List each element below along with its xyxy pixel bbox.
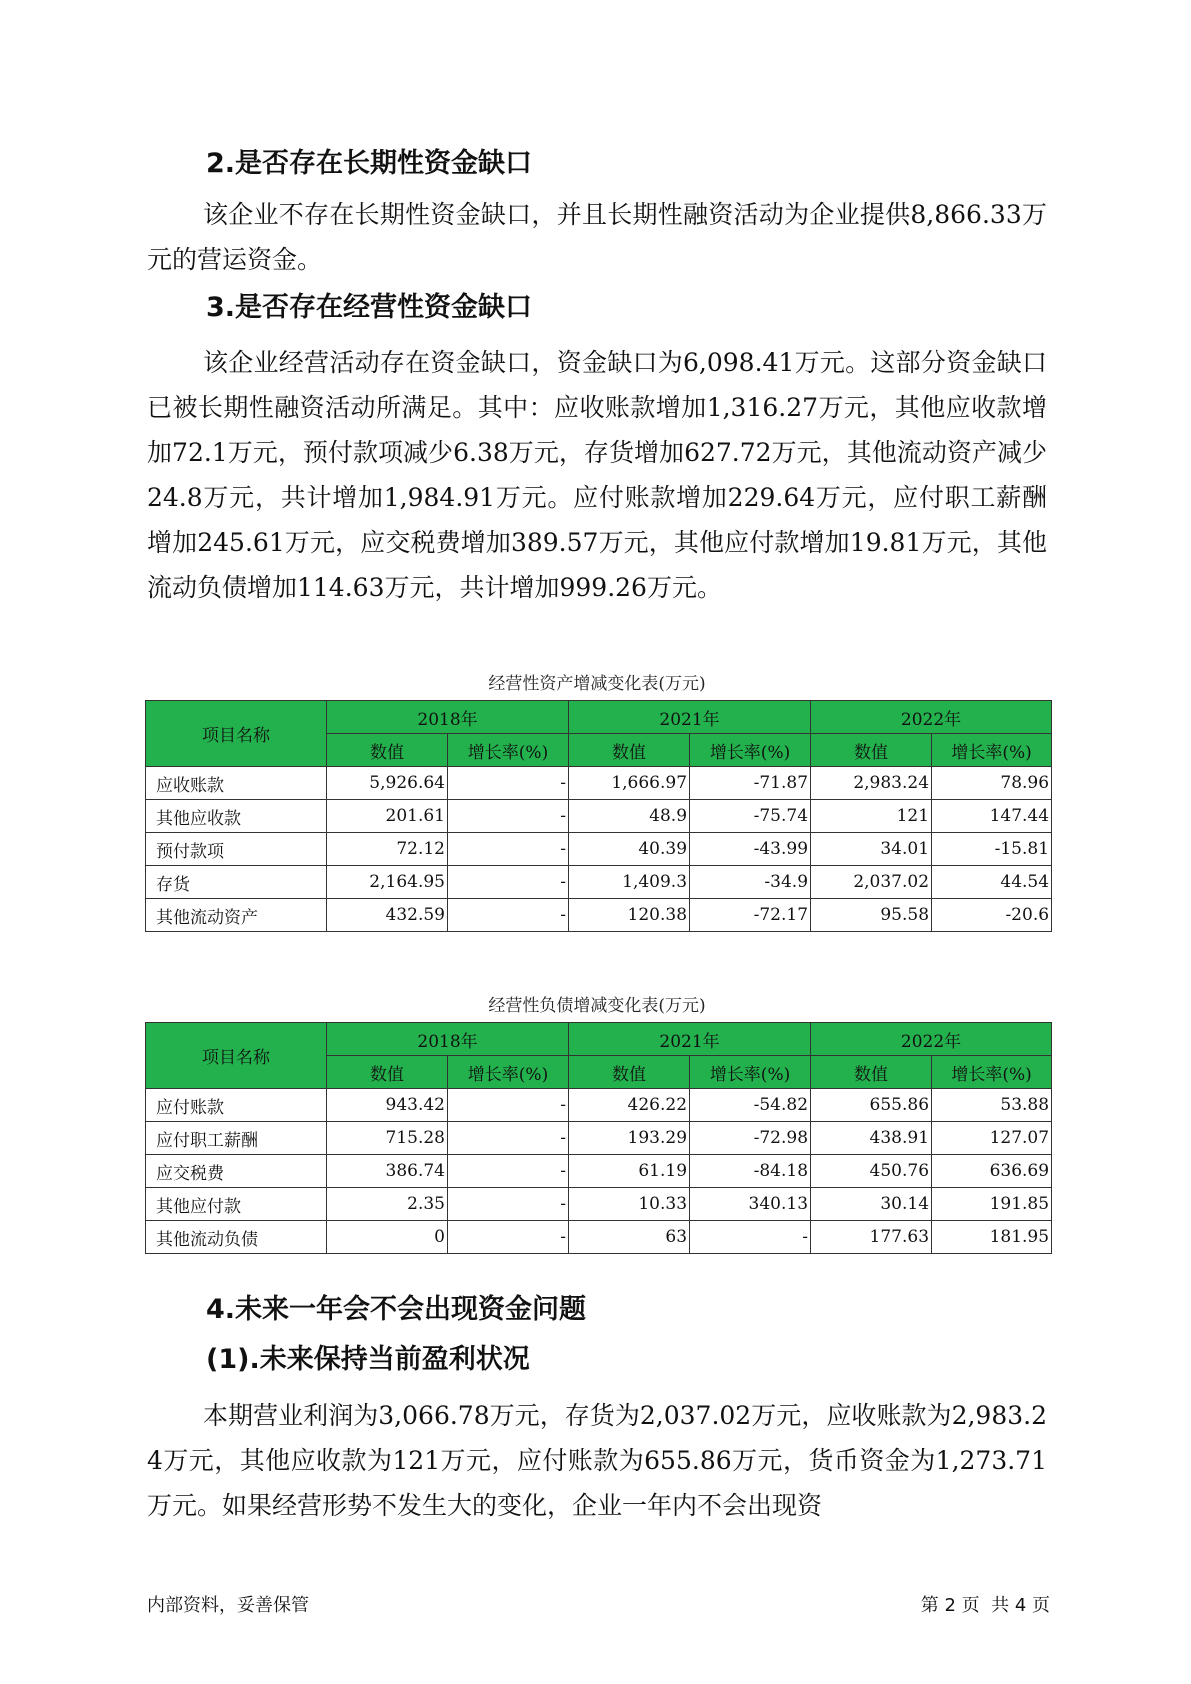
value-cell: 450.76 xyxy=(811,1155,932,1188)
row-label-cell: 预付款项 xyxy=(146,833,327,866)
table-row xyxy=(146,899,1052,932)
value-cell: - xyxy=(448,1089,569,1122)
table-row xyxy=(146,800,1052,833)
value-cell: 1,409.3 xyxy=(569,866,690,899)
value-header: 数值 xyxy=(569,734,690,767)
table-row xyxy=(146,833,1052,866)
value-cell: 147.44 xyxy=(932,800,1052,833)
value-cell: 2,983.24 xyxy=(811,767,932,800)
section-4-subheading: (1).未来保持当前盈利状况 xyxy=(206,1344,530,1375)
year-header: 2021年 xyxy=(569,701,811,734)
value-cell: 5,926.64 xyxy=(327,767,448,800)
value-header: 数值 xyxy=(327,734,448,767)
asset-table-body xyxy=(146,767,1052,932)
asset-table-caption: 经营性资产增减变化表(万元) xyxy=(488,674,706,694)
value-cell: -75.74 xyxy=(690,800,811,833)
item-name-header: 项目名称 xyxy=(146,1023,327,1089)
value-cell: - xyxy=(448,1221,569,1254)
value-cell: 0 xyxy=(327,1221,448,1254)
year-header: 2021年 xyxy=(569,1023,811,1056)
value-cell: - xyxy=(690,1221,811,1254)
value-cell: 95.58 xyxy=(811,899,932,932)
value-cell: - xyxy=(448,833,569,866)
value-cell: 426.22 xyxy=(569,1089,690,1122)
value-cell: -84.18 xyxy=(690,1155,811,1188)
table-row xyxy=(146,1089,1052,1122)
growth-header: 增长率(%) xyxy=(690,1056,811,1089)
growth-header: 增长率(%) xyxy=(690,734,811,767)
year-header: 2018年 xyxy=(327,1023,569,1056)
value-cell: 127.07 xyxy=(932,1122,1052,1155)
year-header: 2018年 xyxy=(327,701,569,734)
value-cell: 193.29 xyxy=(569,1122,690,1155)
value-cell: 177.63 xyxy=(811,1221,932,1254)
section-3-paragraph: 该企业经营活动存在资金缺口，资金缺口为6,098.41万元。这部分资金缺口已被长期性融资活动所满足。其中：应收账款增加1,316.27万元，其他应收款增加72.1万元，预付款项减少6.38万元，存货增加627.72万元，其他流动资产减少24.8万元，共计增加1,984.91万元。应付账款增加229.64万元，应付职工薪酬增加245.61万元，应交税费增加389.57万元，其他应付款增加19.81万元，其他流动负债增加114.63万元，共计增加999.26万元。 xyxy=(147,348,1047,602)
value-cell: 48.9 xyxy=(569,800,690,833)
value-cell: -71.87 xyxy=(690,767,811,800)
liability-table-caption: 经营性负债增减变化表(万元) xyxy=(488,996,706,1016)
value-cell: 438.91 xyxy=(811,1122,932,1155)
value-header: 数值 xyxy=(811,1056,932,1089)
value-cell: 181.95 xyxy=(932,1221,1052,1254)
value-cell: 340.13 xyxy=(690,1188,811,1221)
value-cell: 40.39 xyxy=(569,833,690,866)
value-cell: 121 xyxy=(811,800,932,833)
value-cell: -54.82 xyxy=(690,1089,811,1122)
row-label-cell: 应付账款 xyxy=(146,1089,327,1122)
section-4-paragraph: 本期营业利润为3,066.78万元，存货为2,037.02万元，应收账款为2,983.24万元，其他应收款为121万元，应付账款为655.86万元，货币资金为1,273.71万元。如果经营形势不发生大的变化，企业一年内不会出现资 xyxy=(147,1401,1047,1520)
row-label-cell: 其他应付款 xyxy=(146,1188,327,1221)
value-cell: - xyxy=(448,866,569,899)
row-label-cell: 其他流动资产 xyxy=(146,899,327,932)
value-cell: 2.35 xyxy=(327,1188,448,1221)
value-header: 数值 xyxy=(327,1056,448,1089)
value-cell: - xyxy=(448,800,569,833)
footer-page-number: 第 2 页 共 4 页 xyxy=(920,1595,1050,1616)
table-row xyxy=(146,767,1052,800)
value-cell: - xyxy=(448,1155,569,1188)
section-3-heading: 3.是否存在经营性资金缺口 xyxy=(206,292,533,323)
footer-confidential-note: 内部资料，妥善保管 xyxy=(147,1595,309,1616)
value-cell: 191.85 xyxy=(932,1188,1052,1221)
value-cell: - xyxy=(448,899,569,932)
value-cell: 72.12 xyxy=(327,833,448,866)
value-cell: 10.33 xyxy=(569,1188,690,1221)
growth-header: 增长率(%) xyxy=(448,1056,569,1089)
value-cell: 715.28 xyxy=(327,1122,448,1155)
value-header: 数值 xyxy=(811,734,932,767)
value-cell: 655.86 xyxy=(811,1089,932,1122)
item-name-header: 项目名称 xyxy=(146,701,327,767)
growth-header: 增长率(%) xyxy=(448,734,569,767)
year-header: 2022年 xyxy=(811,701,1052,734)
table-row xyxy=(146,1155,1052,1188)
value-header: 数值 xyxy=(569,1056,690,1089)
value-cell: -72.17 xyxy=(690,899,811,932)
value-cell: -72.98 xyxy=(690,1122,811,1155)
value-cell: 53.88 xyxy=(932,1089,1052,1122)
value-cell: 201.61 xyxy=(327,800,448,833)
row-label-cell: 应收账款 xyxy=(146,767,327,800)
row-label-cell: 其他应收款 xyxy=(146,800,327,833)
value-cell: 30.14 xyxy=(811,1188,932,1221)
value-cell: 44.54 xyxy=(932,866,1052,899)
value-cell: 2,164.95 xyxy=(327,866,448,899)
value-cell: 34.01 xyxy=(811,833,932,866)
growth-header: 增长率(%) xyxy=(932,1056,1052,1089)
value-cell: -34.9 xyxy=(690,866,811,899)
value-cell: -43.99 xyxy=(690,833,811,866)
row-label-cell: 存货 xyxy=(146,866,327,899)
value-cell: - xyxy=(448,1122,569,1155)
value-cell: 2,037.02 xyxy=(811,866,932,899)
value-cell: 636.69 xyxy=(932,1155,1052,1188)
value-cell: -20.6 xyxy=(932,899,1052,932)
value-cell: 63 xyxy=(569,1221,690,1254)
growth-header: 增长率(%) xyxy=(932,734,1052,767)
table-row xyxy=(146,1221,1052,1254)
value-cell: - xyxy=(448,1188,569,1221)
section-4-heading: 4.未来一年会不会出现资金问题 xyxy=(206,1294,587,1325)
value-cell: 78.96 xyxy=(932,767,1052,800)
table-row xyxy=(146,1188,1052,1221)
value-cell: 432.59 xyxy=(327,899,448,932)
section-2-paragraph: 该企业不存在长期性资金缺口，并且长期性融资活动为企业提供8,866.33万元的营运资金。 xyxy=(147,200,1047,274)
value-cell: -15.81 xyxy=(932,833,1052,866)
row-label-cell: 其他流动负债 xyxy=(146,1221,327,1254)
value-cell: 61.19 xyxy=(569,1155,690,1188)
value-cell: 1,666.97 xyxy=(569,767,690,800)
table-row xyxy=(146,866,1052,899)
value-cell: - xyxy=(448,767,569,800)
table-row xyxy=(146,1122,1052,1155)
value-cell: 943.42 xyxy=(327,1089,448,1122)
liability-table xyxy=(145,1022,1052,1254)
year-header: 2022年 xyxy=(811,1023,1052,1056)
asset-table xyxy=(145,700,1052,932)
liability-table-body xyxy=(146,1089,1052,1254)
value-cell: 120.38 xyxy=(569,899,690,932)
row-label-cell: 应付职工薪酬 xyxy=(146,1122,327,1155)
section-2-heading: 2.是否存在长期性资金缺口 xyxy=(206,148,533,179)
value-cell: 386.74 xyxy=(327,1155,448,1188)
row-label-cell: 应交税费 xyxy=(146,1155,327,1188)
